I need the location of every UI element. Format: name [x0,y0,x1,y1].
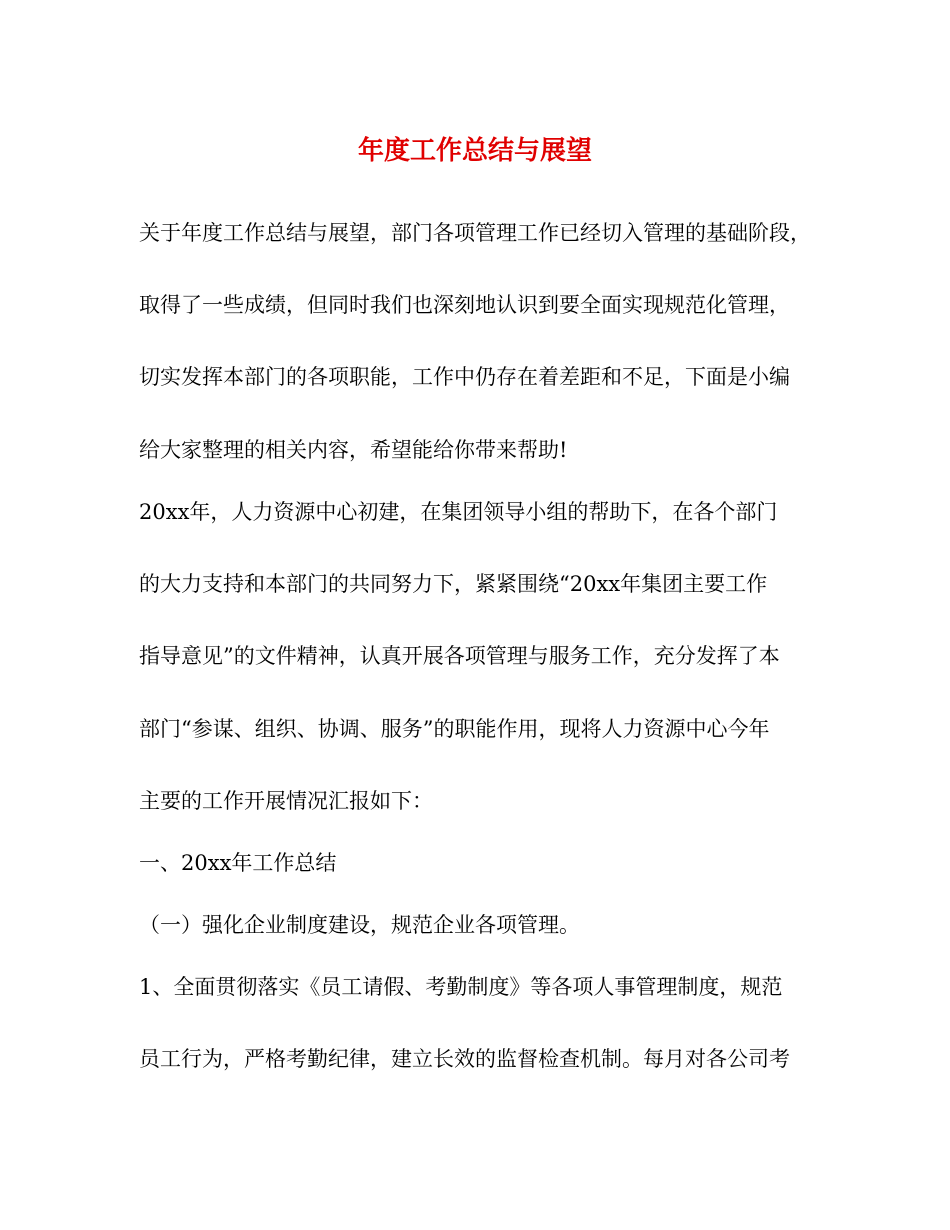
body-line-4: 给大家整理的相关内容，希望能给你带来帮助! [139,438,568,462]
section-heading: 一、20xx年工作总结 [139,851,337,875]
body-line-8: 部门“参谋、组织、协调、服务”的职能作用，现将人力资源中心今年 [139,717,770,741]
subsection-heading: （一）强化企业制度建设，规范企业各项管理。 [139,913,580,937]
body-line-5: 20xx年，人力资源中心初建，在集团领导小组的帮助下，在各个部门 [139,500,778,524]
body-line-7: 指导意见”的文件精神，认真开展各项管理与服务工作，充分发挥了本 [139,644,780,668]
body-line-10: 1、全面贯彻落实《员工请假、考勤制度》等各项人事管理制度，规范 [139,975,783,999]
document-title: 年度工作总结与展望 [357,136,592,166]
body-line-6: 的大力支持和本部门的共同努力下，紧紧围绕“20xx年集团主要工作 [139,572,768,596]
body-line-1: 关于年度工作总结与展望，部门各项管理工作已经切入管理的基础阶段， [139,221,811,245]
body-line-9: 主要的工作开展情况汇报如下： [139,789,433,813]
body-line-2: 取得了一些成绩，但同时我们也深刻地认识到要全面实现规范化管理， [139,293,790,317]
body-line-3: 切实发挥本部门的各项职能，工作中仍存在着差距和不足，下面是小编 [139,365,790,389]
body-line-11: 员工行为，严格考勤纪律，建立长效的监督检查机制。每月对各公司考 [139,1047,790,1071]
